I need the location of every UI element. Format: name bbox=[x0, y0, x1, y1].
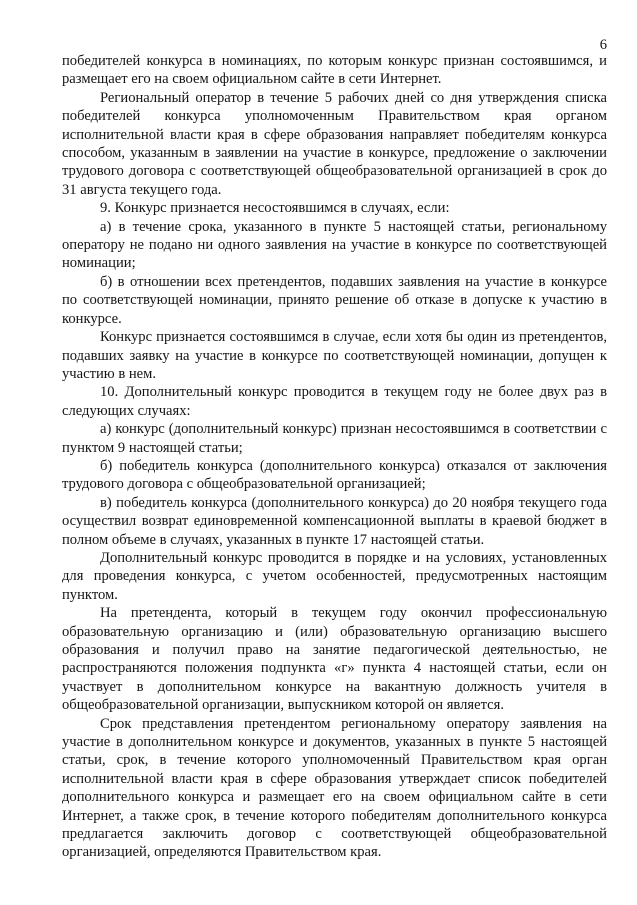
paragraph-graduate-exception: На претендента, который в текущем году окончил профессиональную образовательную организацию и (или) образовательную организацию высшего образования и получил право на занятие педагогической деятельностью, не распространяются положения подпункта «г» пункта 4 настоящей статьи, если он участвует в дополнительном конкурсе на вакантную должность учителя в общеобразовательной организации, выпускником которой он является. bbox=[62, 605, 607, 714]
paragraph-item-9b: б) в отношении всех претендентов, подавших заявления на участие в конкурсе по соответствующей номинации, принято решение об отказе в допуске к участию в конкурсе. bbox=[62, 273, 607, 327]
paragraph-deadlines: Срок представления претендентом региональному оператору заявления на участие в дополнительном конкурсе и документов, указанных в пункте 5 настоящей статьи, срок, в течение которого уполномоченный Правительством края орган исполнительной власти края в сфере образования утверждает список победителей дополнительного конкурса и размещает его на своем официальном сайте в сети Интернет, а также срок, в течение которого победителям дополнительного конкурса предлагается заключить договор с соответствующей общеобразовательной организацией, определяются Правительством края. bbox=[62, 715, 607, 861]
paragraph-item-9: 9. Конкурс признается несостоявшимся в случаях, если: bbox=[100, 200, 450, 217]
paragraph-item-10: 10. Дополнительный конкурс проводится в текущем году не более двух раз в следующих случаях: bbox=[62, 384, 607, 419]
paragraph-item-10c: в) победитель конкурса (дополнительного конкурса) до 20 ноября текущего года осуществил возврат единовременной компенсационной выплаты в краевой бюджет в полном объеме в случаях, указанных в пункте 17 настоящей статьи. bbox=[62, 494, 607, 548]
paragraph-item-10a: а) конкурс (дополнительный конкурс) признан несостоявшимся в соответствии с пунктом 9 настоящей статьи; bbox=[62, 421, 607, 456]
paragraph-regional-operator-notice: Региональный оператор в течение 5 рабочих дней со дня утверждения списка победителей конкурса уполномоченным Правительством края органом исполнительной власти края в сфере образования направляет победителям конкурса способом, указанным в заявлении на участие в конкурсе, предложение о заключении трудового договора с соответствующей общеобразовательной организацией в срок до 31 августа текущего года. bbox=[62, 89, 607, 198]
page-number: 6 bbox=[599, 37, 607, 53]
paragraph-contest-valid: Конкурс признается состоявшимся в случае, если хотя бы один из претендентов, подавших заявку на участие в конкурсе по соответствующей номинации, допущен к участию в нем. bbox=[62, 329, 607, 382]
paragraph-item-9a: а) в течение срока, указанного в пункте 5 настоящей статьи, региональному оператору не подано ни одного заявления на участие в конкурсе по соответствующей номинации; bbox=[62, 218, 607, 272]
document-body bbox=[62, 52, 607, 862]
paragraph-additional-contest-order: Дополнительный конкурс проводится в порядке и на условиях, установленных для проведения конкурса, с учетом особенностей, предусмотренных настоящим пунктом. bbox=[62, 549, 607, 603]
paragraph-item-10b: б) победитель конкурса (дополнительного конкурса) отказался от заключения трудового договора с общеобразовательной организацией; bbox=[62, 457, 607, 493]
paragraph-continuation: победителей конкурса в номинациях, по которым конкурс признан состоявшимся, и размещает его на своем официальном сайте в сети Интернет. bbox=[62, 53, 607, 88]
